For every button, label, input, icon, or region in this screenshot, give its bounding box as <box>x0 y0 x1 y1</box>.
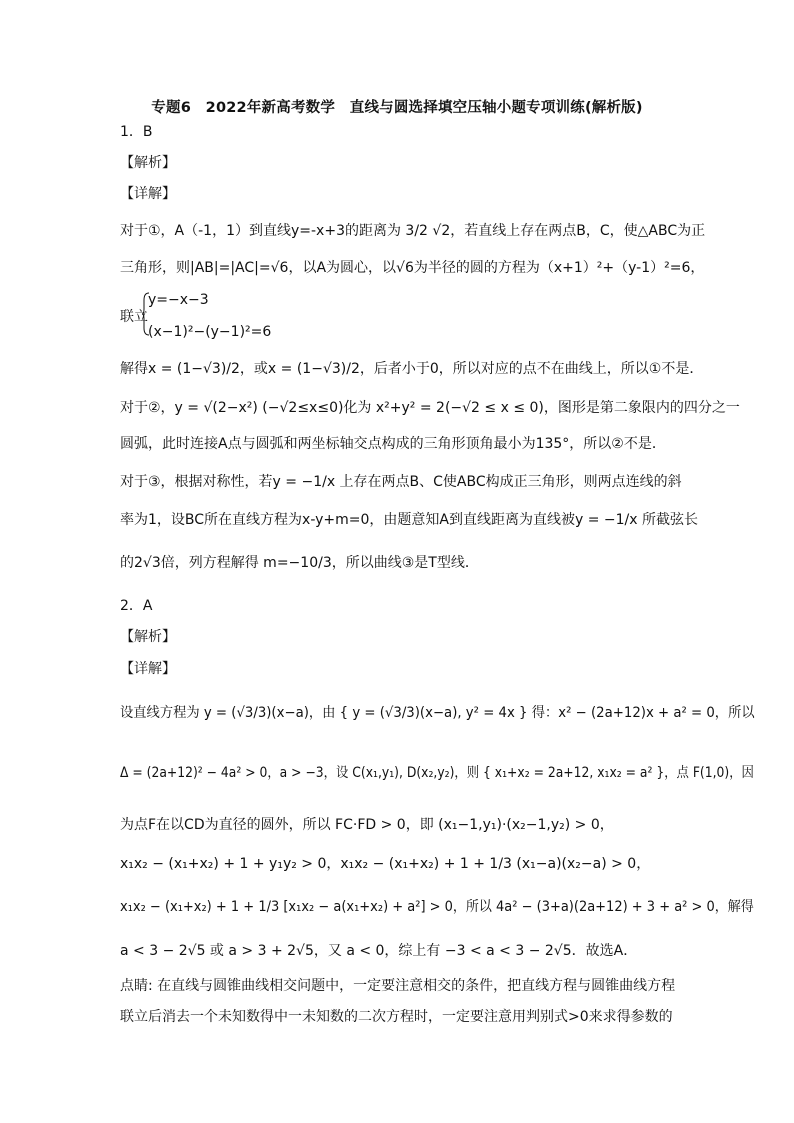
q1-system-eq1: y=−x−3 <box>148 292 209 308</box>
q1-line-2: 三角形，则|AB|=|AC|=√6，以A为圆心，以√6为半径的圆的方程为（x+1）²+（y-1）²=6， <box>120 260 705 276</box>
q1-line-4: 解得x = (1−√3)/2，或x = (1−√3)/2，后者小于0，所以对应的点不在曲线上，所以①不是． <box>120 361 704 377</box>
q1-jiexi-label: 【解析】 <box>120 155 176 171</box>
q1-lianli-label: 联立 <box>120 309 148 325</box>
q1-line-8: 率为1，设BC所在直线方程为x-y+m=0，由题意知A到直线距离为直线被y = −1/x 所截弦长 <box>120 512 699 528</box>
q2-line-5: x₁x₂ − (x₁+x₂) + 1 + 1/3 [x₁x₂ − a(x₁+x₂) + a²] > 0，所以 4a² − (3+a)(2a+12) + 3 + a² > 0，解得 <box>120 899 754 915</box>
q2-line-1: 设直线方程为 y = (√3/3)(x−a)，由 { y = (√3/3)(x−a), y² = 4x } 得：x² − (2a+12)x + a² = 0，所以 <box>120 705 755 721</box>
q2-jiexi-label: 【解析】 <box>120 629 176 645</box>
q2-line-2: Δ = (2a+12)² − 4a² > 0，a > −3，设 C(x₁,y₁), D(x₂,y₂)，则 { x₁+x₂ = 2a+12, x₁x₂ = a² }，点 F(1,0)，因 <box>120 765 754 781</box>
page-title: 专题6 2022年新高考数学 直线与圆选择填空压轴小题专项训练(解析版) <box>151 100 643 116</box>
q1-line-7: 对于③，根据对称性，若y = −1/x 上存在两点B、C使ABC构成正三角形，则两点连线的斜 <box>120 474 682 490</box>
q1-system-eq2: (x−1)²−(y−1)²=6 <box>148 324 272 340</box>
q1-line-1: 对于①，A（-1，1）到直线y=-x+3的距离为 3/2 √2，若直线上存在两点B，C，使△ABC为正 <box>120 223 706 239</box>
q1-line-6: 圆弧，此时连接A点与圆弧和两坐标轴交点构成的三角形顶角最小为135°，所以②不是． <box>120 436 666 452</box>
q2-xiangjie-label: 【详解】 <box>120 661 176 677</box>
q2-line-4: x₁x₂ − (x₁+x₂) + 1 + y₁y₂ > 0，x₁x₂ − (x₁+x₂) + 1 + 1/3 (x₁−a)(x₂−a) > 0， <box>120 856 651 872</box>
q2-line-6: a < 3 − 2√5 或 a > 3 + 2√5，又 a < 0，综上有 −3 < a < 3 − 2√5．故选A． <box>120 943 638 959</box>
q2-line-3: 为点F在以CD为直径的圆外，所以 FC·FD > 0，即 (x₁−1,y₁)·(x₂−1,y₂) > 0， <box>120 817 614 833</box>
q1-answer: 1．B <box>120 124 153 140</box>
q1-line-9: 的2√3倍，列方程解得 m=−10/3，所以曲线③是T型线． <box>120 555 479 571</box>
q2-note-line-1: 点睛: 在直线与圆锥曲线相交问题中，一定要注意相交的条件，把直线方程与圆锥曲线方程 <box>120 978 676 994</box>
q1-line-5: 对于②，y = √(2−x²) (−√2≤x≤0)化为 x²+y² = 2(−√2 ≤ x ≤ 0)，图形是第二象限内的四分之一 <box>120 400 740 416</box>
q1-xiangjie-label: 【详解】 <box>120 186 176 202</box>
q2-note-line-2: 联立后消去一个未知数得中一未知数的二次方程时，一定要注意用判别式>0来求得参数的 <box>120 1009 673 1025</box>
q2-answer: 2．A <box>120 598 153 614</box>
